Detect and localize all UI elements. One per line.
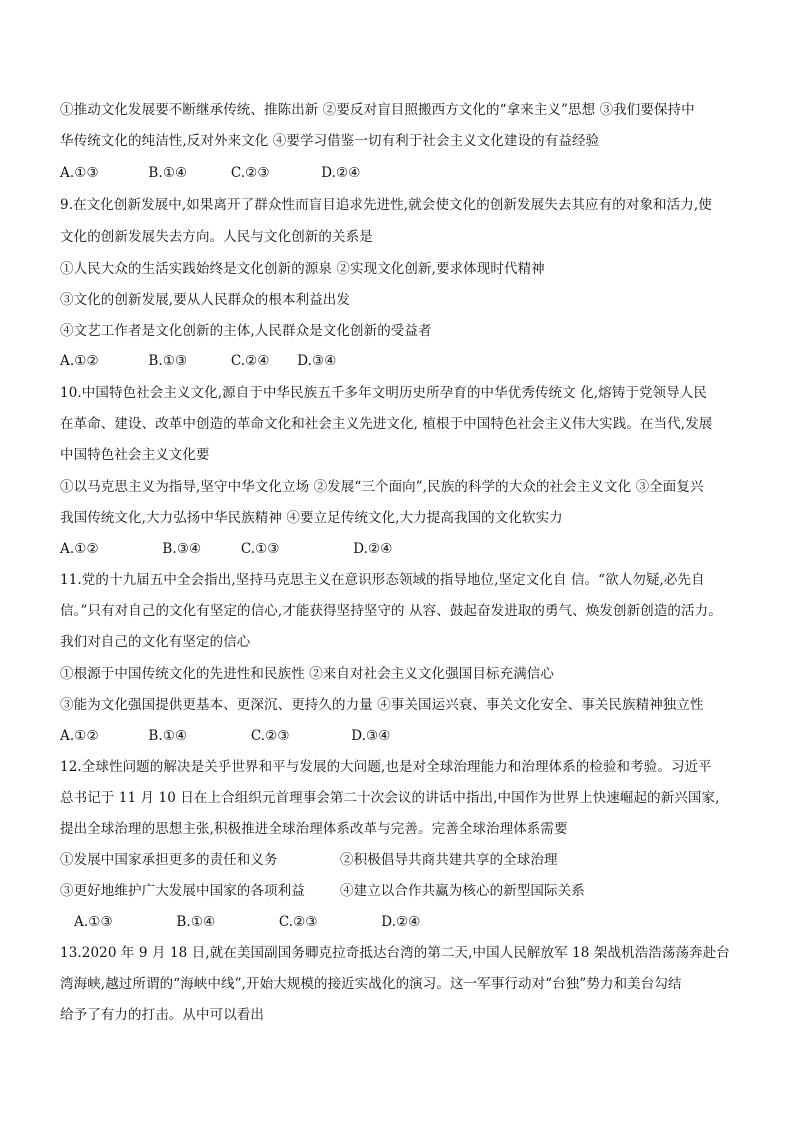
q8-options: [60, 164, 740, 182]
q9-stem-line-2: 文化的创新发展失去方向。人民与文化创新的关系是: [60, 229, 373, 245]
q12-statement-2: ②积极倡导共商共建共享的全球治理: [340, 852, 558, 868]
q11-stem-line-2: 信。”只有对自己的文化有坚定的信心,才能获得坚持坚守的 从容、鼓起奋发进取的勇气、焕发创新创造的活力。: [60, 603, 722, 619]
q8-statements-line-1: ①推动文化发展要不断继承传统、推陈出新 ②要反对盲目照搬西方文化的“拿来主义”思想 ③我们要保持中: [60, 102, 695, 118]
option-b[interactable]: B.①④: [148, 728, 188, 744]
q11-stem-line-3: 我们对自己的文化有坚定的信心: [60, 634, 251, 650]
option-b[interactable]: B.①③: [148, 353, 188, 369]
option-a[interactable]: A.①②: [60, 728, 99, 744]
q12-statements-line-1: [60, 851, 740, 869]
q10-stem-line-1: 10.中国特色社会主义文化,源自于中华民族五千多年文明历史所孕育的中华优秀传统文 化,熔铸于党领导人民: [60, 385, 707, 401]
q11-statements-line-2: ③能为文化强国提供更基本、更深沉、更持久的力量 ④事关国运兴衰、事关文化安全、事关民族精神独立性: [60, 697, 704, 713]
q10-statements-line-2: 我国传统文化,大力弘扬中华民族精神 ④要立足传统文化,大力提高我国的文化软实力: [60, 510, 563, 526]
option-a[interactable]: A.①②: [60, 353, 99, 369]
q12-statement-4: ④建立以合作共赢为核心的新型国际关系: [340, 883, 585, 899]
q12-statement-1: ①发展中国家承担更多的责任和义务: [60, 852, 278, 868]
q10-statements-line-1: ①以马克思主义为指导,坚守中华文化立场 ②发展“三个面向”,民族的科学的大众的社会主义文化 ③全面复兴: [60, 479, 704, 495]
q10-stem-line-3: 中国特色社会主义文化要: [60, 447, 210, 463]
option-d[interactable]: D.②④: [321, 165, 361, 181]
q10-stem-line-2: 在革命、建设、改革中创造的革命文化和社会主义先进文化, 植根于中国特色社会主义伟大实践。在当代,发展: [60, 416, 713, 432]
option-c[interactable]: C.②③: [278, 914, 318, 930]
q13-stem-line-1: 13.2020 年 9 月 18 日,就在美国副国务卿克拉奇抵达台湾的第二天,中国人民解放军 18 架战机浩浩荡荡奔赴台: [60, 945, 730, 961]
q8-statements-line-2: 华传统文化的纯洁性,反对外来文化 ④要学习借鉴一切有利于社会主义文化建设的有益经验: [60, 133, 600, 149]
option-a[interactable]: A.①③: [60, 165, 99, 181]
q11-statements-line-1: ①根源于中国传统文化的先进性和民族性 ②来自对社会主义文化强国目标充满信心: [60, 666, 554, 682]
option-d[interactable]: D.③④: [351, 728, 391, 744]
option-d[interactable]: D.③④: [297, 353, 337, 369]
q12-options: [74, 913, 754, 931]
q9-stem-line-1: 9.在文化创新发展中,如果离开了群众性而盲目追求先进性,就会使文化的创新发展失去其应有的对象和活力,使: [60, 197, 712, 213]
q9-statement-1-2: ①人民大众的生活实践始终是文化创新的源泉 ②实现文化创新,要求体现时代精神: [60, 261, 545, 277]
option-b[interactable]: B.①④: [148, 165, 188, 181]
q12-statements-line-2: [60, 882, 740, 900]
option-c[interactable]: C.①③: [240, 541, 280, 557]
q12-statement-3: ③更好地维护广大发展中国家的各项利益: [60, 883, 305, 899]
option-c[interactable]: C.②④: [230, 353, 270, 369]
q11-options: [60, 727, 740, 745]
q12-stem-line-3: 提出全球治理的思想主张,积极推进全球治理体系改革与完善。完善全球治理体系需要: [60, 821, 568, 837]
option-d[interactable]: D.②④: [381, 914, 421, 930]
q9-statement-3: ③文化的创新发展,要从人民群众的根本利益出发: [60, 292, 350, 308]
option-a[interactable]: A.①②: [60, 541, 99, 557]
q11-stem-line-1: 11.党的十九届五中全会指出,坚持马克思主义在意识形态领域的指导地位,坚定文化自 信。“欲人勿疑,必先自: [60, 572, 705, 588]
q12-stem-line-2: 总书记于 11 月 10 日在上合组织元首理事会第二十次会议的讲话中指出,中国作为世界上快速崛起的新兴国家,: [60, 790, 720, 806]
q13-stem-line-3: 给予了有力的打击。从中可以看出: [60, 1007, 264, 1023]
option-d[interactable]: D.②④: [353, 541, 393, 557]
option-b[interactable]: B.③④: [162, 541, 202, 557]
q12-stem-line-1: 12.全球性问题的解决是关乎世界和平与发展的大问题,也是对全球治理能力和治理体系的检验和考验。习近平: [60, 759, 712, 775]
option-b[interactable]: B.①④: [176, 914, 216, 930]
q10-options: [60, 540, 740, 558]
option-c[interactable]: C.②③: [230, 165, 270, 181]
q9-options: [60, 352, 740, 370]
option-a[interactable]: A.①③: [74, 914, 113, 930]
q13-stem-line-2: 湾海峡,越过所谓的“海峡中线”,开始大规模的接近实战化的演习。这一军事行动对“台独”势力和美台勾结: [60, 976, 682, 992]
option-c[interactable]: C.②③: [250, 728, 290, 744]
q9-statement-4: ④文艺工作者是文化创新的主体,人民群众是文化创新的受益者: [60, 323, 432, 339]
